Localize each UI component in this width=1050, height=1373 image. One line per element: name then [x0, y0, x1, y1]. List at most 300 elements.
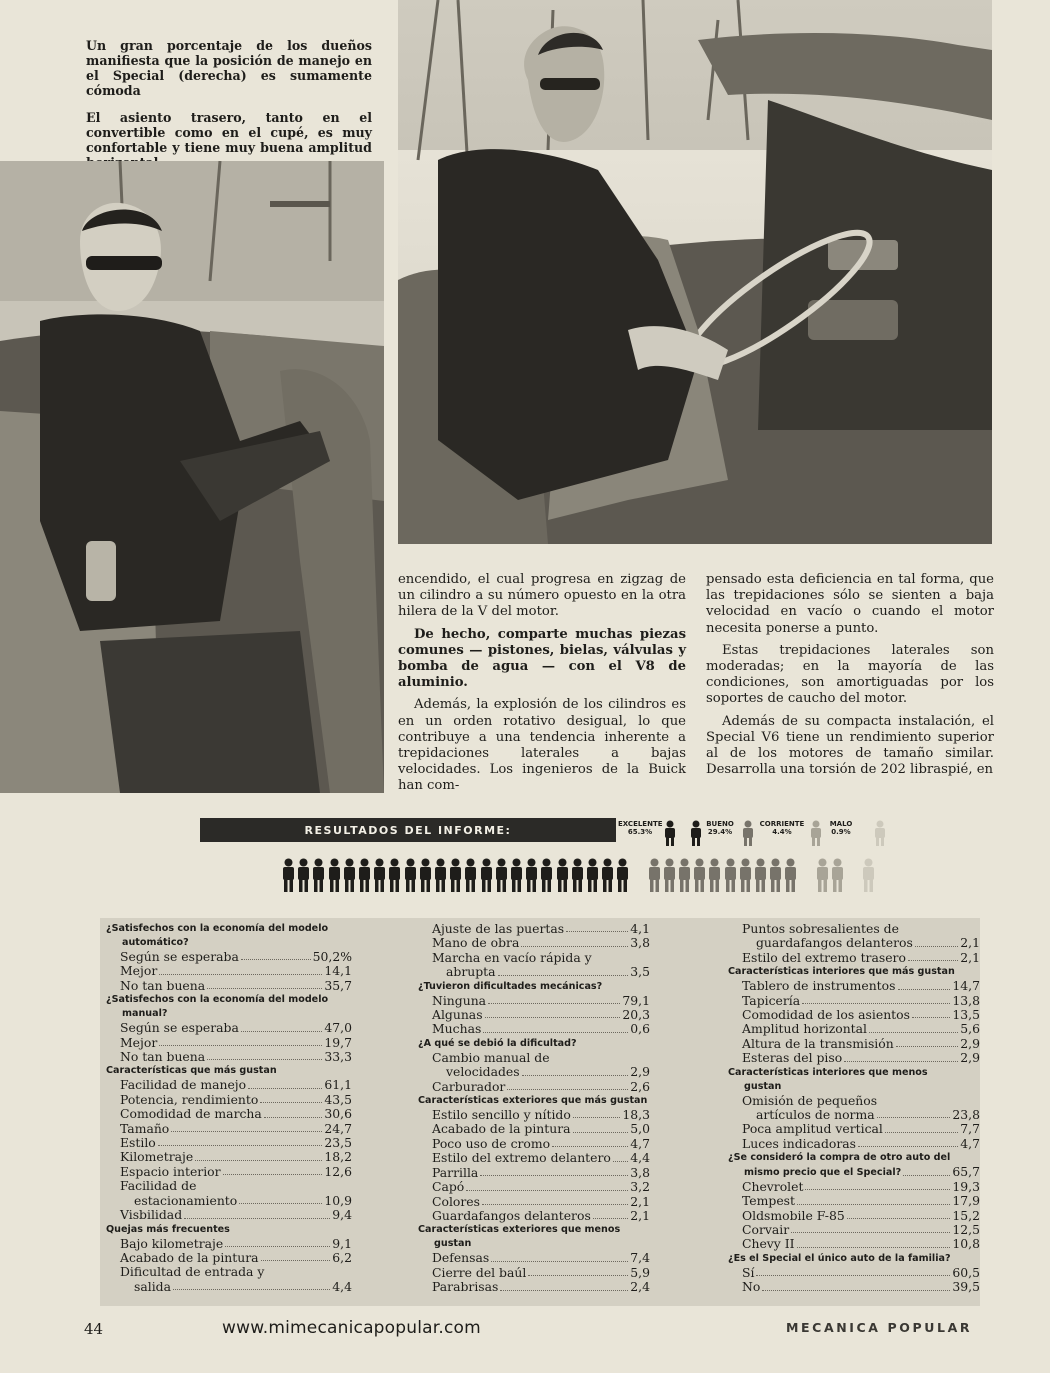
survey-answer-value: 20,3 — [622, 1007, 650, 1023]
person-figure-icon — [586, 858, 599, 892]
dot-leader — [566, 931, 628, 932]
article-column-right — [706, 572, 994, 784]
dot-leader — [241, 959, 311, 960]
dot-leader — [195, 1160, 322, 1161]
survey-answer-label: Carburador — [432, 1078, 506, 1094]
person-figure-icon — [663, 858, 676, 892]
dot-leader — [491, 1261, 628, 1262]
survey-answer-label: Visbilidad — [120, 1207, 183, 1223]
survey-answer-row — [102, 1122, 352, 1136]
survey-answer-row — [414, 1280, 650, 1294]
results-title-bar — [200, 818, 616, 842]
survey-answer-value: 2,9 — [960, 1035, 980, 1051]
dot-leader — [260, 1102, 322, 1103]
dot-leader — [171, 1131, 322, 1132]
figure-icon — [810, 820, 822, 846]
person-figure-icon — [495, 858, 508, 892]
survey-answer-row — [102, 1036, 352, 1050]
survey-answer-label: salida — [134, 1278, 171, 1294]
survey-column-1 — [102, 922, 352, 1294]
survey-answer-label: Esteras del piso — [742, 1050, 843, 1066]
legend-excelente — [618, 820, 662, 836]
survey-answer-label: Cierre del baúl — [432, 1264, 527, 1280]
survey-answer-value: 19,7 — [324, 1034, 352, 1050]
dot-leader — [159, 974, 322, 975]
survey-answer-row — [414, 1122, 650, 1136]
survey-answer-row — [724, 1137, 980, 1151]
dot-leader — [207, 988, 322, 989]
survey-answer-row — [102, 1136, 352, 1150]
survey-answer-row — [414, 1065, 650, 1079]
survey-answer-label: Sí — [742, 1264, 755, 1280]
survey-answer-label: Poca amplitud vertical — [742, 1121, 883, 1137]
survey-answer-row — [102, 1165, 352, 1179]
survey-answer-label: Facilidad de manejo — [120, 1077, 247, 1093]
survey-answer-value: 12,6 — [324, 1163, 352, 1179]
survey-answer-row — [102, 1251, 352, 1265]
dot-leader — [756, 1275, 950, 1276]
survey-answer-row — [102, 1280, 352, 1294]
survey-answer-label: mismo precio que el Special? — [744, 1166, 902, 1178]
results-legend — [618, 818, 898, 848]
driver-photo-illustration — [398, 0, 992, 544]
survey-answer-value: 79,1 — [622, 992, 650, 1008]
survey-answer-row — [414, 994, 650, 1008]
survey-answer-row — [102, 1078, 352, 1092]
survey-answer-value: 6,2 — [332, 1249, 352, 1265]
survey-answer-label: Acabado de la pintura — [432, 1121, 571, 1137]
survey-answer-row — [102, 1150, 352, 1164]
dot-leader — [805, 1189, 950, 1190]
results-title: RESULTADOS DEL INFORME: — [304, 823, 512, 837]
dot-leader — [797, 1204, 950, 1205]
survey-answer-row — [724, 994, 980, 1008]
dot-leader — [225, 1246, 330, 1247]
person-figure-icon — [601, 858, 614, 892]
survey-answer-value: 2,9 — [960, 1050, 980, 1066]
survey-answer-value: 4,1 — [630, 921, 650, 936]
person-figure-icon — [525, 858, 538, 892]
survey-answer-label: Acabado de la pintura — [120, 1249, 259, 1265]
article-paragraph: pensado esta deficiencia en tal forma, que las trepidaciones sólo se sienten a baja velocidad en vacío o cuando el motor necesita ponerse a punto. — [706, 572, 994, 636]
survey-answer-value: 10,8 — [952, 1236, 980, 1252]
survey-answer-row — [414, 1209, 650, 1223]
person-figure-icon — [678, 858, 691, 892]
survey-answer-row — [724, 951, 980, 965]
survey-answer-value: 2,1 — [960, 949, 980, 965]
dot-leader — [573, 1117, 621, 1118]
survey-answer-value: 17,9 — [952, 1193, 980, 1209]
survey-answer-value: 9,4 — [332, 1207, 352, 1223]
survey-answer-value: 18,3 — [622, 1107, 650, 1123]
survey-answer-value: 19,3 — [952, 1178, 980, 1194]
survey-answer-label: Según se esperaba — [120, 949, 239, 964]
survey-answer-row — [724, 1037, 980, 1051]
survey-answer-value: 4,4 — [630, 1150, 650, 1166]
survey-answer-row — [724, 1165, 980, 1179]
survey-answer-row — [414, 965, 650, 979]
survey-answer-row — [724, 1237, 980, 1251]
dot-leader — [241, 1031, 323, 1032]
survey-answer-value: 60,5 — [952, 1264, 980, 1280]
legend-pct: 0.9% — [831, 828, 851, 836]
survey-answer-label: Guardafangos delanteros — [432, 1207, 591, 1223]
survey-answer-label: Mano de obra — [432, 935, 520, 951]
person-figure-icon — [404, 858, 417, 892]
survey-answer-row — [414, 1251, 650, 1265]
survey-answer-value: 65,7 — [952, 1164, 980, 1180]
survey-answer-label: Tamaño — [120, 1120, 170, 1136]
survey-answer-row — [414, 1080, 650, 1094]
survey-answer-row — [102, 1107, 352, 1121]
survey-answer-label: Chevrolet — [742, 1178, 804, 1194]
legend-pct: 4.4% — [772, 828, 792, 836]
survey-answer-value: 35,7 — [324, 977, 352, 993]
dot-leader — [898, 989, 951, 990]
figure-icon — [664, 820, 676, 846]
person-figure-icon — [328, 858, 341, 892]
survey-question: gustan — [434, 1238, 472, 1250]
survey-answer-label: Colores — [432, 1193, 480, 1209]
survey-answer-label: Poco uso de cromo — [432, 1135, 551, 1151]
article-paragraph: encendido, el cual progresa en zigzag de un cilindro a su número opuesto en la otra hilera de la V del motor. — [398, 572, 686, 620]
survey-answer-value: 5,9 — [630, 1264, 650, 1280]
survey-answer-row — [724, 1122, 980, 1136]
person-figure-icon — [739, 858, 752, 892]
dot-leader — [184, 1218, 330, 1219]
survey-answer-row — [414, 1195, 650, 1209]
survey-column-3 — [724, 922, 980, 1295]
survey-answer-row — [724, 1051, 980, 1065]
dot-leader — [896, 1046, 959, 1047]
survey-answer-value: 23,5 — [324, 1135, 352, 1151]
dot-leader — [762, 1290, 950, 1291]
dot-leader — [500, 1290, 628, 1291]
survey-answer-label: velocidades — [446, 1064, 520, 1080]
survey-answer-row — [414, 1180, 650, 1194]
person-figure-icon — [449, 858, 462, 892]
survey-answer-value: 14,1 — [324, 963, 352, 979]
magazine-name: MECANICA POPULAR — [786, 1320, 973, 1335]
page-number: 44 — [84, 1320, 104, 1338]
survey-answer-label: Tablero de instrumentos — [742, 978, 896, 994]
dot-leader — [158, 1145, 323, 1146]
survey-answer-row — [102, 1021, 352, 1035]
survey-answer-row — [724, 1194, 980, 1208]
survey-question: automático? — [122, 937, 189, 948]
dot-leader — [552, 1146, 628, 1147]
survey-answer-row — [414, 1022, 650, 1036]
survey-answer-value: 4,7 — [630, 1135, 650, 1151]
survey-answer-row — [724, 1280, 980, 1294]
survey-answer-row — [102, 1050, 352, 1064]
person-figure-icon — [373, 858, 386, 892]
caption-rear-seat: El asiento trasero, tanto en el convertible como en el cupé, es muy confortable y tiene muy buena amplitud — [86, 110, 372, 155]
dot-leader — [466, 1190, 628, 1191]
caption-driving-position: Un gran porcentaje de los dueños manifiesta que la posición de manejo en el Special (derecha) es sumamente cómoda — [86, 38, 372, 98]
dot-leader — [791, 1232, 950, 1233]
photo-rear-seat — [0, 161, 384, 793]
survey-answer-row — [102, 1208, 352, 1222]
survey-answer-label: Comodidad de los asientos — [742, 1007, 910, 1023]
survey-answer-label: Ajuste de las puertas — [432, 921, 565, 936]
survey-question: ¿A qué se debió la dificultad? — [418, 1037, 577, 1049]
article-paragraph: Estas trepidaciones laterales son moderadas; en la mayoría de las condiciones, son amortiguadas por los soportes de caucho del motor. — [706, 642, 994, 707]
survey-answer-row — [414, 1166, 650, 1180]
survey-answer-row — [414, 936, 650, 950]
person-figure-icon — [540, 858, 553, 892]
survey-answer-value: 15,2 — [952, 1207, 980, 1223]
survey-answer-label: Altura de la transmisión — [742, 1035, 894, 1051]
dot-leader — [869, 1032, 958, 1033]
survey-answer-label: Estilo del extremo trasero — [742, 949, 906, 965]
survey-answer-row — [724, 1223, 980, 1237]
dot-leader — [483, 1032, 628, 1033]
dot-leader — [482, 1204, 628, 1205]
survey-answer-value: 3,2 — [630, 1179, 650, 1195]
survey-answer-label: Facilidad de — [120, 1178, 197, 1194]
survey-answer-value: 24,7 — [324, 1120, 352, 1136]
survey-answer-value: 2,9 — [630, 1064, 650, 1080]
figure-icon — [742, 820, 754, 846]
dot-leader — [877, 1117, 951, 1118]
survey-answer-value: 5,0 — [630, 1121, 650, 1137]
survey-answer-value: 3,5 — [630, 964, 650, 980]
figure-icon — [690, 820, 702, 846]
survey-answer-label: Estilo sencillo y nítido — [432, 1107, 571, 1123]
survey-answer-label: abrupta — [446, 964, 496, 980]
survey-answer-label: Estilo del extremo delantero — [432, 1150, 611, 1166]
survey-answer-value: 13,5 — [952, 1007, 980, 1023]
survey-answer-value: 10,9 — [324, 1192, 352, 1208]
dot-leader — [223, 1174, 323, 1175]
survey-answer-label: Kilometraje — [120, 1149, 194, 1165]
survey-question: ¿Satisfechos con la economía del modelo — [106, 923, 329, 934]
legend-pct: 29.4% — [707, 828, 733, 836]
results-figure-row — [282, 858, 892, 894]
survey-answer-row — [724, 1108, 980, 1122]
survey-question: manual? — [122, 1008, 168, 1020]
survey-answer-value: 9,1 — [332, 1235, 352, 1251]
survey-answer-row — [102, 1093, 352, 1107]
dot-leader — [908, 960, 958, 961]
legend-corriente — [758, 820, 806, 836]
legend-malo — [826, 820, 856, 836]
survey-answer-row — [102, 1237, 352, 1251]
survey-column-2 — [414, 922, 650, 1295]
survey-question: ¿Satisfechos con la economía del modelo — [106, 994, 329, 1006]
dot-leader — [858, 1146, 958, 1147]
dot-leader — [239, 1203, 322, 1204]
person-figure-icon — [831, 858, 844, 892]
dot-leader — [507, 1089, 628, 1090]
survey-answer-row — [724, 979, 980, 993]
survey-answer-value: 2,6 — [630, 1078, 650, 1094]
person-figure-icon — [510, 858, 523, 892]
survey-answer-label: Chevy II — [742, 1236, 795, 1252]
dot-leader — [613, 1161, 628, 1162]
survey-answer-value: 61,1 — [324, 1077, 352, 1093]
survey-answer-row — [414, 1266, 650, 1280]
dot-leader — [528, 1275, 628, 1276]
dot-leader — [903, 1175, 950, 1176]
survey-answer-row — [414, 1008, 650, 1022]
survey-answer-label: Omisión de pequeños — [742, 1092, 878, 1108]
survey-answer-label: Oldsmobile F-85 — [742, 1207, 845, 1223]
survey-answer-value: 13,8 — [952, 992, 980, 1008]
rear-seat-photo-illustration — [0, 161, 384, 793]
survey-answer-label: Capó — [432, 1179, 465, 1195]
legend-label: EXCELENTE — [618, 820, 663, 828]
survey-answer-label: estacionamiento — [134, 1192, 238, 1208]
survey-answer-label: No tan buena — [120, 1049, 206, 1065]
survey-answer-row — [414, 1137, 650, 1151]
dot-leader — [248, 1088, 322, 1089]
person-figure-icon — [312, 858, 325, 892]
survey-answer-label: Puntos sobresalientes de — [742, 921, 899, 936]
survey-answer-label: Dificultad de entrada y — [120, 1264, 265, 1280]
dot-leader — [915, 946, 958, 947]
survey-answer-row — [414, 922, 650, 936]
person-figure-icon — [464, 858, 477, 892]
survey-answer-value: 3,8 — [630, 1164, 650, 1180]
dot-leader — [802, 1003, 950, 1004]
dot-leader — [261, 1260, 331, 1261]
survey-answer-label: Defensas — [432, 1250, 490, 1266]
person-figure-icon — [388, 858, 401, 892]
dot-leader — [207, 1059, 322, 1060]
survey-answer-value: 4,7 — [960, 1135, 980, 1151]
survey-answer-row — [102, 979, 352, 993]
dot-leader — [912, 1017, 950, 1018]
person-figure-icon — [816, 858, 829, 892]
survey-answer-value: 30,6 — [324, 1106, 352, 1122]
survey-answer-value: 33,3 — [324, 1049, 352, 1065]
survey-answer-row — [724, 1180, 980, 1194]
person-figure-icon — [693, 858, 706, 892]
survey-answer-row — [724, 1209, 980, 1223]
dot-leader — [847, 1218, 951, 1219]
survey-question: Quejas más frecuentes — [106, 1223, 230, 1235]
legend-label: CORRIENTE — [759, 820, 805, 828]
person-figure-icon — [556, 858, 569, 892]
survey-answer-label: Comodidad de marcha — [120, 1106, 262, 1122]
survey-question: ¿Se consideró la compra de otro auto del — [728, 1152, 951, 1164]
article-paragraph: De hecho, comparte muchas piezas comunes — pistones, bielas, válvulas y bomba de agua — con el V8 de aluminio. — [398, 626, 686, 691]
article-paragraph: Además, la explosión de los cilindros es en un orden rotativo desigual, lo que contribuye a una tendencia inherente a trepidaciones laterales a bajas velocidades. Los ingenieros de la Buick han com- — [398, 697, 686, 794]
website-url[interactable]: www.mimecanicapopular.com — [222, 1318, 481, 1338]
legend-label: MALO — [829, 820, 853, 828]
dot-leader — [797, 1247, 951, 1248]
survey-answer-label: Algunas — [432, 1007, 483, 1023]
survey-question: Características interiores que más gustan — [728, 966, 955, 978]
survey-answer-label: Ninguna — [432, 992, 487, 1008]
survey-answer-value: 47,0 — [324, 1020, 352, 1036]
person-figure-icon — [708, 858, 721, 892]
survey-answer-value: 12,5 — [952, 1221, 980, 1237]
survey-answer-label: Cambio manual de — [432, 1049, 550, 1065]
survey-answer-label: guardafangos delanteros — [756, 935, 913, 951]
survey-answer-value: 7,7 — [960, 1121, 980, 1137]
dot-leader — [593, 1218, 628, 1219]
survey-answer-label: Bajo kilometraje — [120, 1235, 224, 1251]
dot-leader — [485, 1017, 621, 1018]
survey-answer-row — [724, 1008, 980, 1022]
survey-question: Características exteriores que menos — [418, 1224, 621, 1236]
survey-answer-label: Parabrisas — [432, 1279, 499, 1295]
dot-leader — [521, 946, 628, 947]
survey-answer-value: 39,5 — [952, 1279, 980, 1295]
dot-leader — [844, 1061, 958, 1062]
legend-pct: 65.3% — [627, 828, 653, 836]
person-figure-icon — [754, 858, 767, 892]
survey-answer-label: Mejor — [120, 963, 158, 979]
legend-label: BUENO — [706, 820, 734, 828]
survey-answer-value: 2,4 — [630, 1279, 650, 1295]
survey-answer-label: No tan buena — [120, 977, 206, 993]
survey-answer-label: Tapicería — [742, 992, 801, 1008]
person-figure-icon — [297, 858, 310, 892]
survey-answer-label: Luces indicadoras — [742, 1135, 857, 1151]
legend-bueno — [702, 820, 738, 836]
figure-icon — [874, 820, 886, 846]
dot-leader — [173, 1289, 330, 1290]
dot-leader — [573, 1132, 629, 1133]
survey-answer-row — [414, 1151, 650, 1165]
person-figure-icon — [784, 858, 797, 892]
survey-answer-label: Tempest — [742, 1193, 795, 1209]
person-figure-icon — [434, 858, 447, 892]
person-figure-icon — [358, 858, 371, 892]
survey-answer-label: artículos de norma — [756, 1107, 875, 1123]
person-figure-icon — [419, 858, 432, 892]
survey-answer-value: 23,8 — [952, 1107, 980, 1123]
survey-question: ¿Tuvieron dificultades mecánicas? — [418, 980, 603, 992]
survey-answer-row — [414, 1108, 650, 1122]
person-figure-icon — [480, 858, 493, 892]
dot-leader — [264, 1117, 323, 1118]
survey-answer-value: 2,1 — [630, 1193, 650, 1209]
survey-answer-label: Estilo — [120, 1135, 156, 1151]
survey-answer-row — [724, 1022, 980, 1036]
person-figure-icon — [343, 858, 356, 892]
survey-answer-label: Mejor — [120, 1034, 158, 1050]
person-figure-icon — [616, 858, 629, 892]
survey-answer-value: 2,1 — [630, 1207, 650, 1223]
survey-answer-label: Corvair — [742, 1221, 790, 1237]
survey-answer-value: 43,5 — [324, 1091, 352, 1107]
dot-leader — [488, 1003, 620, 1004]
survey-answer-label: Amplitud horizontal — [742, 1021, 868, 1037]
survey-answer-label: Espacio interior — [120, 1163, 221, 1179]
survey-answer-label: Marcha en vacío rápida y — [432, 949, 592, 965]
survey-answer-value: 4,4 — [332, 1278, 352, 1294]
survey-answer-row — [102, 1194, 352, 1208]
survey-answer-value: 50,2% — [312, 949, 352, 964]
person-figure-icon — [724, 858, 737, 892]
dot-leader — [498, 975, 629, 976]
survey-question: Características exteriores que más gustan — [418, 1095, 648, 1107]
survey-answer-row — [102, 964, 352, 978]
survey-answer-value: 5,6 — [960, 1021, 980, 1037]
survey-question: Características que más gustan — [106, 1065, 277, 1077]
survey-answer-row — [102, 950, 352, 964]
survey-answer-label: No — [742, 1279, 761, 1295]
survey-answer-value: 18,2 — [324, 1149, 352, 1165]
survey-answer-label: Potencia, rendimiento — [120, 1091, 259, 1107]
photo-driver-seat — [398, 0, 992, 544]
survey-answer-value: 3,8 — [630, 935, 650, 951]
